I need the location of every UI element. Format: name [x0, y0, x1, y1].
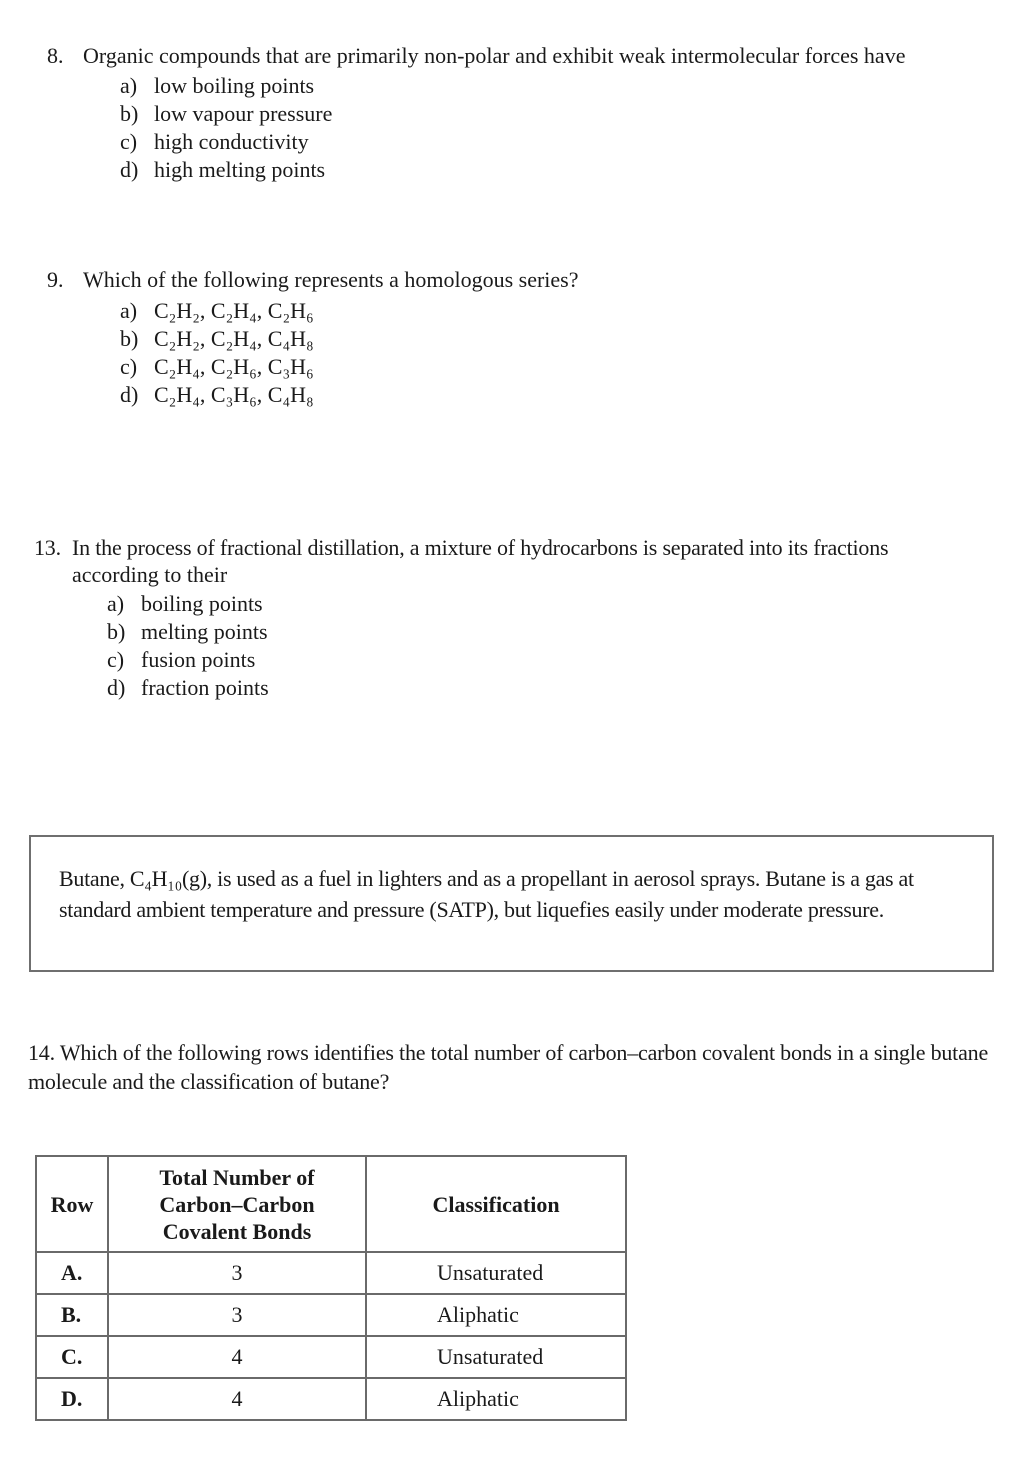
question-13-options: [107, 590, 269, 702]
butane-passage-text: Butane, C₄H₁₀(g), is used as a fuel in lighters and as a propellant in aerosol sprays. Butane is a gas at standard ambient temperature and pressure (SATP), but liquefies easily under moderate pressure.: [59, 866, 914, 922]
header-total-bonds: [108, 1156, 366, 1252]
option-9c[interactable]: [120, 353, 314, 381]
option-9a[interactable]: [120, 297, 314, 325]
option-text: high conductivity: [154, 129, 309, 154]
classification: Aliphatic: [366, 1294, 626, 1336]
option-letter: b): [107, 619, 126, 644]
option-9d[interactable]: [120, 381, 314, 409]
option-8d[interactable]: [120, 156, 332, 184]
option-letter: b): [120, 326, 139, 351]
option-text: melting points: [141, 619, 268, 644]
bond-count: 3: [108, 1294, 366, 1336]
option-letter: a): [107, 591, 125, 616]
question-9-text: Which of the following represents a homologous series?: [83, 267, 579, 292]
answer-table: [35, 1155, 627, 1421]
header-total-line1: Total Number of: [159, 1164, 315, 1190]
row-label: A.: [36, 1252, 108, 1294]
option-letter: a): [120, 298, 138, 323]
option-8a[interactable]: [120, 72, 332, 100]
question-13-number: 13.: [34, 535, 61, 560]
row-label: C.: [36, 1336, 108, 1378]
option-13a[interactable]: [107, 590, 269, 618]
header-classification: Classification: [366, 1156, 626, 1252]
option-letter: b): [120, 101, 139, 126]
question-9-number: 9.: [47, 267, 64, 292]
option-letter: d): [107, 675, 126, 700]
question-8-stem: [47, 42, 905, 70]
option-8c[interactable]: [120, 128, 332, 156]
option-text: boiling points: [141, 591, 263, 616]
option-8b[interactable]: [120, 100, 332, 128]
header-total-line2: Carbon–Carbon: [159, 1191, 315, 1217]
bond-count: 4: [108, 1336, 366, 1378]
option-letter: d): [120, 382, 139, 407]
question-9-stem: [47, 266, 578, 294]
option-letter: d): [120, 157, 139, 182]
option-letter: c): [107, 647, 125, 672]
option-text: low vapour pressure: [154, 101, 333, 126]
row-label: D.: [36, 1378, 108, 1420]
option-text: fraction points: [141, 675, 269, 700]
option-letter: c): [120, 129, 138, 154]
option-letter: c): [120, 354, 138, 379]
table-row[interactable]: [36, 1294, 626, 1336]
option-text: C₂H₄, C₃H₆, C₄H₈: [154, 382, 314, 407]
question-8-options: [120, 72, 332, 184]
option-13b[interactable]: [107, 618, 269, 646]
question-13-stem: [34, 534, 888, 562]
classification: Unsaturated: [366, 1336, 626, 1378]
option-13c[interactable]: [107, 646, 269, 674]
question-13-text-line2: according to their: [72, 562, 228, 587]
question-8-number: 8.: [47, 43, 64, 68]
header-row: Row: [36, 1156, 108, 1252]
table-row[interactable]: [36, 1336, 626, 1378]
option-text: C₂H₂, C₂H₄, C₄H₈: [154, 326, 314, 351]
table-header-row: [36, 1156, 626, 1252]
option-text: C₂H₄, C₂H₆, C₃H₆: [154, 354, 314, 379]
classification: Aliphatic: [366, 1378, 626, 1420]
question-9-options: [120, 297, 314, 409]
question-14-stem: [28, 1038, 1003, 1096]
option-text: fusion points: [141, 647, 256, 672]
question-14-number: 14.: [28, 1040, 55, 1065]
option-text: low boiling points: [154, 73, 315, 98]
option-letter: a): [120, 73, 138, 98]
classification: Unsaturated: [366, 1252, 626, 1294]
option-9b[interactable]: [120, 325, 314, 353]
question-13-text-line1: In the process of fractional distillation, a mixture of hydrocarbons is separated into its fractions: [72, 535, 889, 560]
row-label: B.: [36, 1294, 108, 1336]
bond-count: 4: [108, 1378, 366, 1420]
question-8-text: Organic compounds that are primarily non-polar and exhibit weak intermolecular forces have: [83, 43, 906, 68]
bond-count: 3: [108, 1252, 366, 1294]
header-total-line3: Covalent Bonds: [162, 1218, 312, 1244]
table-row[interactable]: [36, 1378, 626, 1420]
option-text: high melting points: [154, 157, 326, 182]
table-row[interactable]: [36, 1252, 626, 1294]
option-13d[interactable]: [107, 674, 269, 702]
question-14-text: Which of the following rows identifies the total number of carbon–carbon covalent bonds in a single butane molecule and the classification of butane?: [28, 1040, 989, 1094]
butane-passage-box: [29, 835, 994, 972]
option-text: C₂H₂, C₂H₄, C₂H₆: [154, 298, 314, 323]
